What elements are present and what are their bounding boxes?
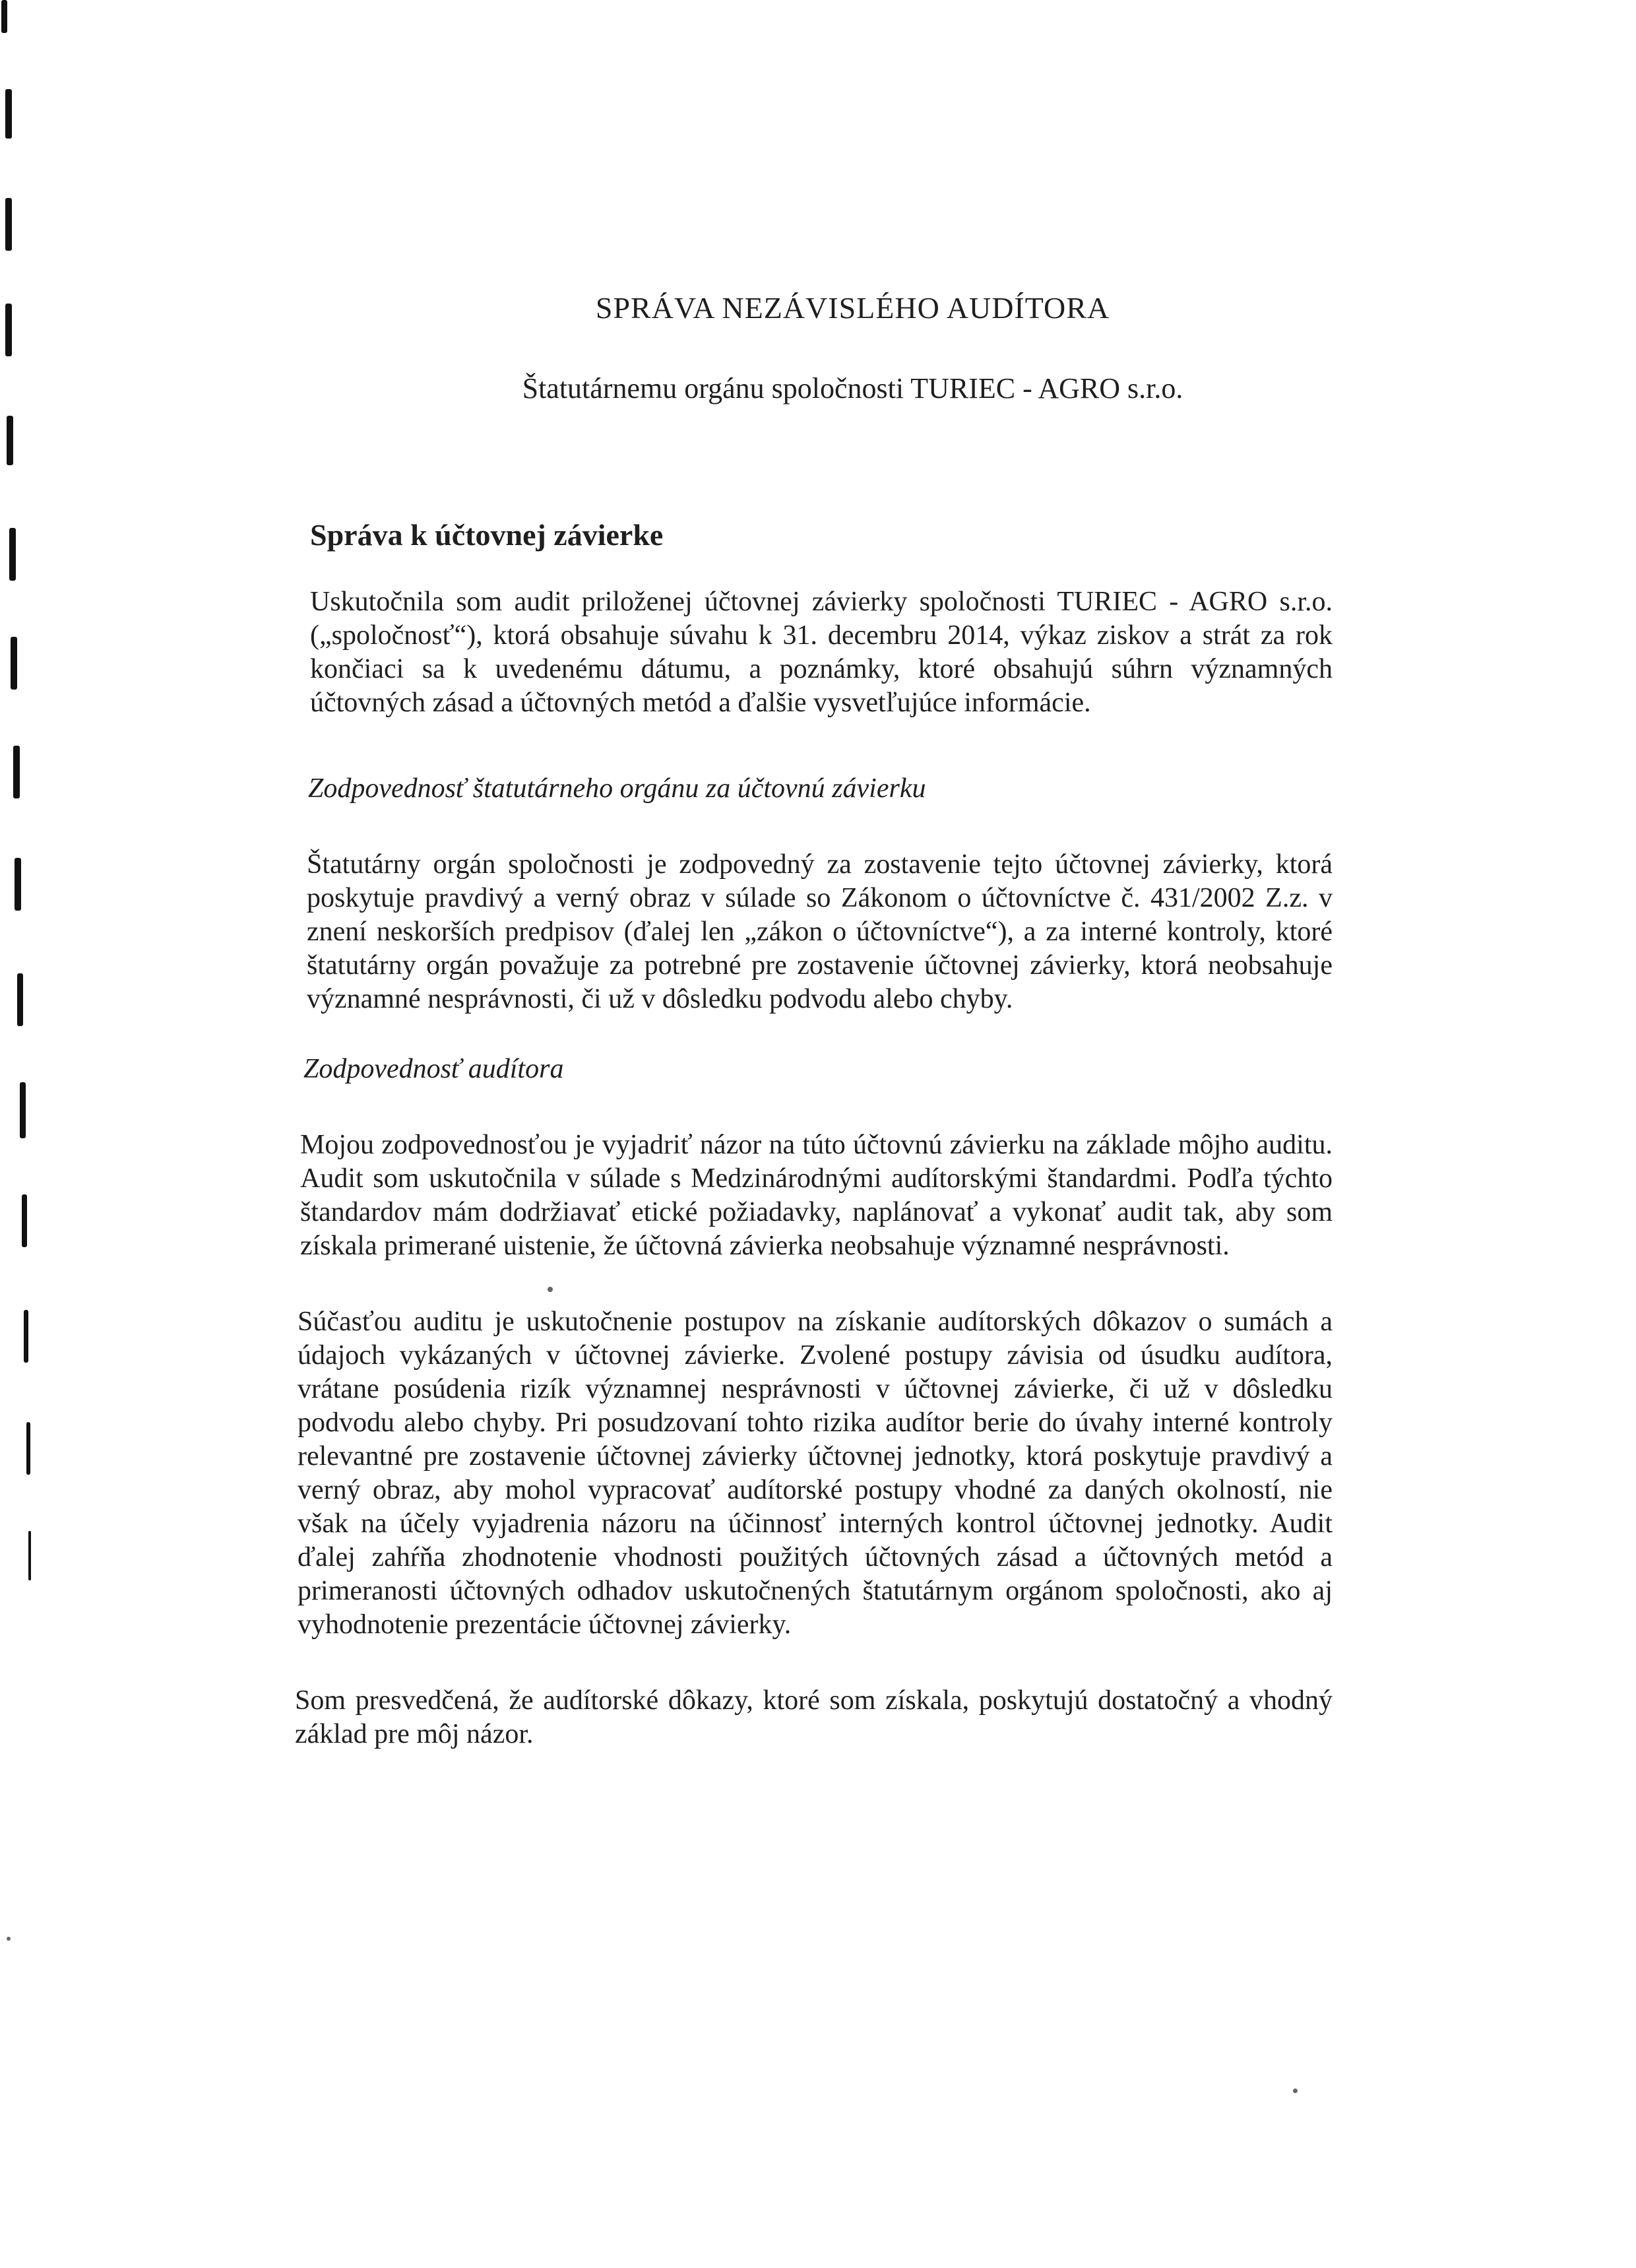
auditor-heading: Zodpovednosť audítora [303,1054,564,1084]
statutory-paragraph: Štatutárny orgán spoločnosti je zodpovedný za zostavenie tejto účtovnej závierky, ktorá poskytuje pravdivý a verný obraz v súlade so Zákonom o účtovníctve č. 431/2002 Z.z. v znení neskorších predpisov (ďalej len „zákon o účtovníctve“), a za interné kontroly, ktoré štatutárny orgán považuje za potrebné pre zostavenie účtovnej závierky, ktorá neobsahuje významné nesprávnosti, či už v dôsledku podvodu alebo chyby. [307,849,1333,1014]
intro-paragraph: Uskutočnila som audit priloženej účtovnej závierky spoločnosti TURIEC - AGRO s.r.o. („spoločnosť“), ktorá obsahuje súvahu k 31. decembru 2014, výkaz ziskov a strát za rok končiaci sa k uvedenému dátumu, a poznámky, ktoré obsahujú súhrn významných účtovných zásad a účtovných metód a ďalšie vysvetľujúce informácie. [310,587,1333,718]
binding-mark [26,1422,30,1475]
procedures-paragraph: Súčasťou auditu je uskutočnenie postupov na získanie audítorských dôkazov o sumách a údajoch vykázaných v účtovnej závierke. Zvolené postupy závisia od úsudku audítora, vrátane posúdenia rizík významnej nesprávnosti v účtovnej závierke, či už v dôsledku podvodu alebo chyby. Pri posudzovaní tohto rizika audítor berie do úvahy interné kontroly relevantné pre zostavenie účtovnej závierky účtovnej jednotky, ktorá poskytuje pravdivý a verný obraz, aby mohol vypracovať audítorské postupy vhodné za daných okolností, nie však na účely vyjadrenia názoru na účinnosť interných kontrol účtovnej jednotky. Audit ďalej zahŕňa zhodnotenie vhodnosti použitých účtovných zásad a účtovných metód a primeranosti účtovných odhadov uskutočnených štatutárnym orgánom spoločnosti, ako aj vyhodnotenie prezentácie účtovnej závierky. [298,1307,1333,1640]
scan-speck [1293,2089,1298,2093]
binding-mark [11,637,17,690]
binding-mark [5,304,12,356]
binding-mark [5,89,12,139]
binding-mark [28,1531,31,1580]
auditor-paragraph: Mojou zodpovednosťou je vyjadriť názor na túto účtovnú závierku na základe môjho auditu. Audit som uskutočnila v súlade s Medzinárodnými audítorskými štandardmi. Podľa týchto štandardov mám dodržiavať etické požiadavky, naplánovať a vykonať audit tak, aby som získala primerané uistenie, že účtovná závierka neobsahuje významné nesprávnosti. [300,1130,1333,1261]
binding-mark [17,973,23,1026]
section-heading: Správa k účtovnej závierke [310,518,664,552]
binding-mark [7,416,13,465]
binding-mark [1,0,7,33]
report-title: SPRÁVA NEZÁVISLÉHO AUDÍTORA [595,291,1110,325]
binding-mark [22,1194,27,1247]
report-addressee: Štatutárnemu orgánu spoločnosti TURIEC - AGRO s.r.o. [522,372,1183,405]
binding-mark [9,528,16,581]
statutory-heading: Zodpovednosť štatutárneho orgánu za účtovnú závierku [308,773,926,804]
scan-speck [548,1287,553,1292]
binding-mark [20,1082,26,1138]
binding-marks [0,0,40,2268]
conclusion-paragraph: Som presvedčená, že audítorské dôkazy, ktoré som získala, poskytujú dostatočný a vhodný základ pre môj názor. [295,1685,1333,1749]
binding-mark [15,858,21,911]
binding-mark [24,1310,28,1363]
report-content [295,290,1333,1751]
binding-mark [5,198,12,251]
binding-mark [13,746,20,798]
scan-speck [7,1937,11,1941]
